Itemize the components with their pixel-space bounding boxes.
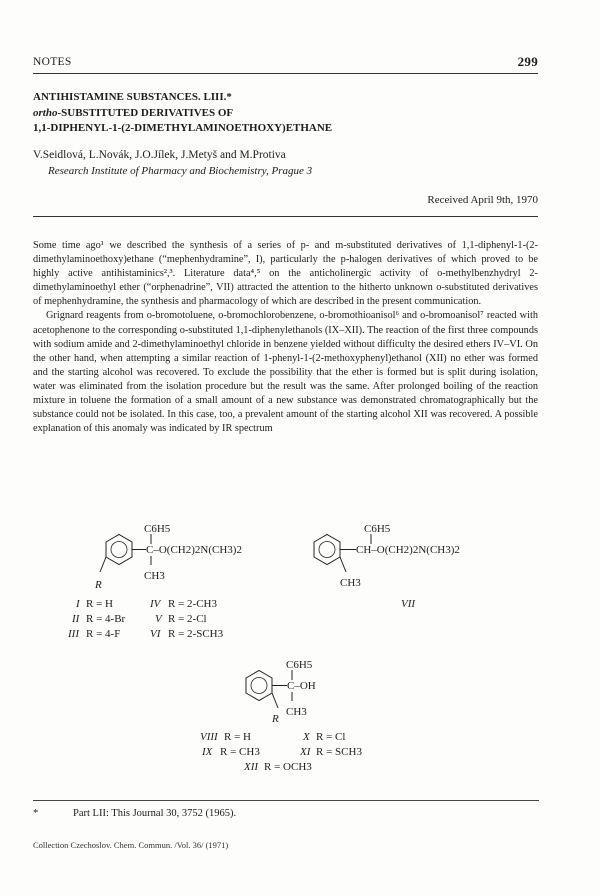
compound-list-2: [200, 731, 362, 773]
benzene-ring-3: [246, 671, 272, 701]
structure-2: [314, 523, 460, 610]
s3-bottom-group: CH3: [286, 706, 307, 718]
compound-I-num: I: [76, 598, 80, 610]
structure-3: [246, 659, 316, 725]
footnote-rule: [33, 800, 539, 801]
s2-bottom-group: CH3: [340, 577, 361, 589]
s3-top-group: C6H5: [286, 659, 313, 671]
s1-substituent: R: [95, 579, 102, 591]
compound-XI-num: XI: [300, 746, 311, 758]
footnote: [33, 808, 236, 819]
s1-chain: C–O(CH2)2N(CH3)2: [146, 544, 242, 556]
compound-IX-r: R = CH3: [220, 746, 260, 758]
benzene-ring-2: [314, 535, 340, 565]
affiliation: Research Institute of Pharmacy and Biochemistry, Prague 3: [48, 165, 313, 177]
compound-X-r: R = Cl: [316, 731, 346, 743]
aromatic-circle-2: [319, 542, 335, 558]
compound-VI-num: VI: [150, 628, 161, 640]
footnote-text: Part LII: This Journal 30, 3752 (1965).: [73, 808, 237, 819]
compound-III-r: R = 4-F: [86, 628, 121, 640]
journal-citation: Collection Czechoslov. Chem. Commun. /Vol. 36/ (1971): [33, 840, 229, 850]
section-name: NOTES: [33, 56, 72, 68]
s2-label: VII: [401, 598, 416, 610]
compound-VIII-num: VIII: [200, 731, 218, 743]
paragraph-1: Some time ago¹ we described the synthesis of a series of p- and m-substituted derivatives of 1,1-diphenyl-1-(2-dimethylaminoethoxy)ethane (“mephenhydramine”, I), particularly the p-halogen derivatives of which proved to be highly active antihistaminics²,³. Literature data⁴,⁵ on the anticholinergic activity of o-methylbenzhydryl 2-dimethylaminoethyl ether (“orphenadrine”, VII) attracted the attention to the hitherto unknown o-substituted derivatives of mephenhydramine, the synthesis and pharmacology of which are described in the present communication.: [33, 240, 538, 308]
s2-chain: CH–O(CH2)2N(CH3)2: [356, 544, 460, 556]
s1-bottom-group: CH3: [144, 570, 165, 582]
aromatic-circle-3: [251, 678, 267, 694]
compound-XI-r: R = SCH3: [316, 746, 362, 758]
compound-VIII-r: R = H: [224, 731, 251, 743]
compound-X-num: X: [303, 731, 310, 743]
benzene-ring-1: [106, 535, 132, 565]
received-date: Received April 9th, 1970: [427, 194, 538, 206]
compound-XII-num: XII: [244, 761, 259, 773]
compound-list-1: [67, 598, 224, 640]
compound-III-num: III: [68, 628, 79, 640]
title-line-1: ANTIHISTAMINE SUBSTANCES. LIII.*: [33, 91, 232, 103]
structure-1: [94, 523, 242, 591]
compound-IV-r: R = 2-CH3: [168, 598, 217, 610]
title-line-2: ortho-SUBSTITUTED DERIVATIVES OF: [33, 106, 234, 119]
s1-top-group: C6H5: [144, 523, 171, 535]
s3-chain: C–OH: [287, 680, 316, 692]
compound-XII-r: R = OCH3: [264, 761, 312, 773]
compound-IX-num: IX: [202, 746, 213, 758]
compound-II-num: II: [72, 613, 80, 625]
s3-substituent: R: [272, 713, 279, 725]
compound-IV-num: IV: [150, 598, 161, 610]
authors: V.Seidlová, L.Novák, J.O.Jílek, J.Metyš and M.Protiva: [33, 149, 286, 161]
footnote-marker: *: [33, 808, 39, 819]
aromatic-circle-1: [111, 542, 127, 558]
paragraph-2: Grignard reagents from o-bromotoluene, o-bromochlorobenzene, o-bromothioanisol⁶ and o-bromoanisol⁷ reacted with acetophenone to the corresponding o-substituted 1,1-diphenylethanols (IX–XII). The reaction of the first three compounds with sodium amide and 2-dimethylaminoethyl chloride in benzene yielded without difficulty the desired ethers IV–VI. On the other hand, when attempting a similar reaction of 1-phenyl-1-(2-methoxyphenyl)ethanol (XII) no ether was formed and the starting alcohol was recovered. To exclude the possibility that the ether is formed but is split during isolation, water was eliminated from the isolation procedure but the result was the same. After prolonged boiling of the reaction mixture in toluene the formation of a small amount of a new substance was demonstrated chromatographically but the substance could not be isolated. In this case, too, a prevalent amount of the starting alcohol XII was recovered. A possible explanation of this anomaly was indicated by IR spectrum: [33, 310, 538, 435]
compound-I-r: R = H: [86, 598, 113, 610]
compound-VI-r: R = 2-SCH3: [168, 628, 224, 640]
compound-V-r: R = 2-Cl: [168, 613, 207, 625]
title-line-3: 1,1-DIPHENYL-1-(2-DIMETHYLAMINOETHOXY)ETHANE: [33, 122, 333, 134]
compound-V-num: V: [155, 613, 162, 625]
s2-top-group: C6H5: [364, 523, 391, 535]
page-number: 299: [517, 54, 538, 69]
compound-II-r: R = 4-Br: [86, 613, 126, 625]
